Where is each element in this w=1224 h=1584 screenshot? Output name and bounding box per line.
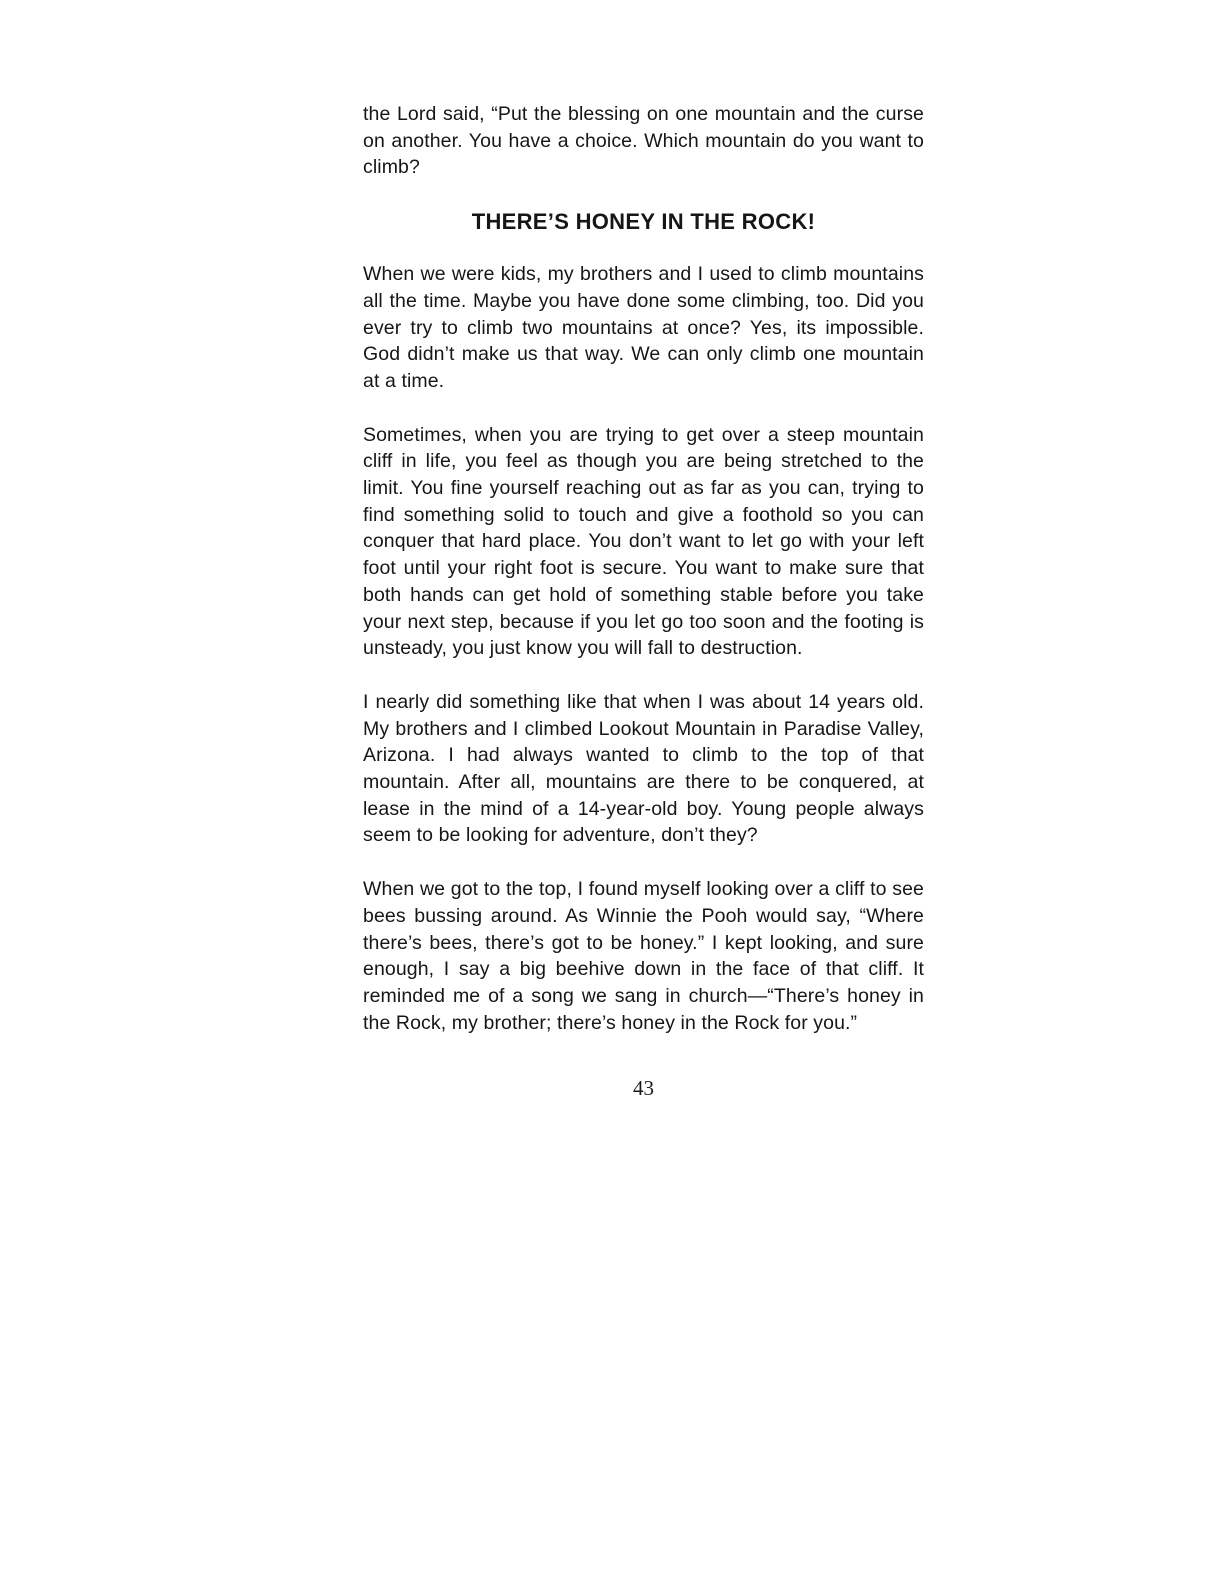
paragraph: When we got to the top, I found myself looking over a cliff to see bees bussing around. As Winnie the Pooh would say, “Where there’s bees, there’s got to be honey.” I kept looking, and sure enough, I say a big beehive down in the face of that cliff. It reminded me of a song we sang in church—“There’s honey in the Rock, my brother; there’s honey in the Rock for you.” — [363, 878, 924, 1034]
text-column — [363, 101, 924, 1101]
paragraph: I nearly did something like that when I was about 14 years old. My brothers and I climbed Lookout Mountain in Paradise Valley, Arizona. I had always wanted to climb to the top of that mountain. After all, mountains are there to be conquered, at lease in the mind of a 14-year-old boy. Young people always seem to be looking for adventure, don’t they? — [363, 690, 924, 847]
section-heading: THERE’S HONEY IN THE ROCK! — [471, 209, 816, 235]
paragraph: When we were kids, my brothers and I used to climb mountains all the time. Maybe you have done some climbing, too. Did you ever try to climb two mountains at once? Yes, its impossible. God didn’t make us that way. We can only climb one mountain at a time. — [363, 263, 924, 392]
paragraph-continuation: the Lord said, “Put the blessing on one mountain and the curse on another. You have a choice. Which mountain do you want to climb? — [363, 103, 924, 179]
paragraph: Sometimes, when you are trying to get over a steep mountain cliff in life, you feel as though you are being stretched to the limit. You fine yourself reaching out as far as you can, trying to find something solid to touch and give a foothold so you can conquer that hard place. You don’t want to let go with your left foot until your right foot is secure. You want to make sure that both hands can get hold of something stable before you take your next step, because if you let go too soon and the footing is unsteady, you just know you will fall to destruction. — [363, 423, 924, 660]
page-number: 43 — [633, 1076, 654, 1101]
